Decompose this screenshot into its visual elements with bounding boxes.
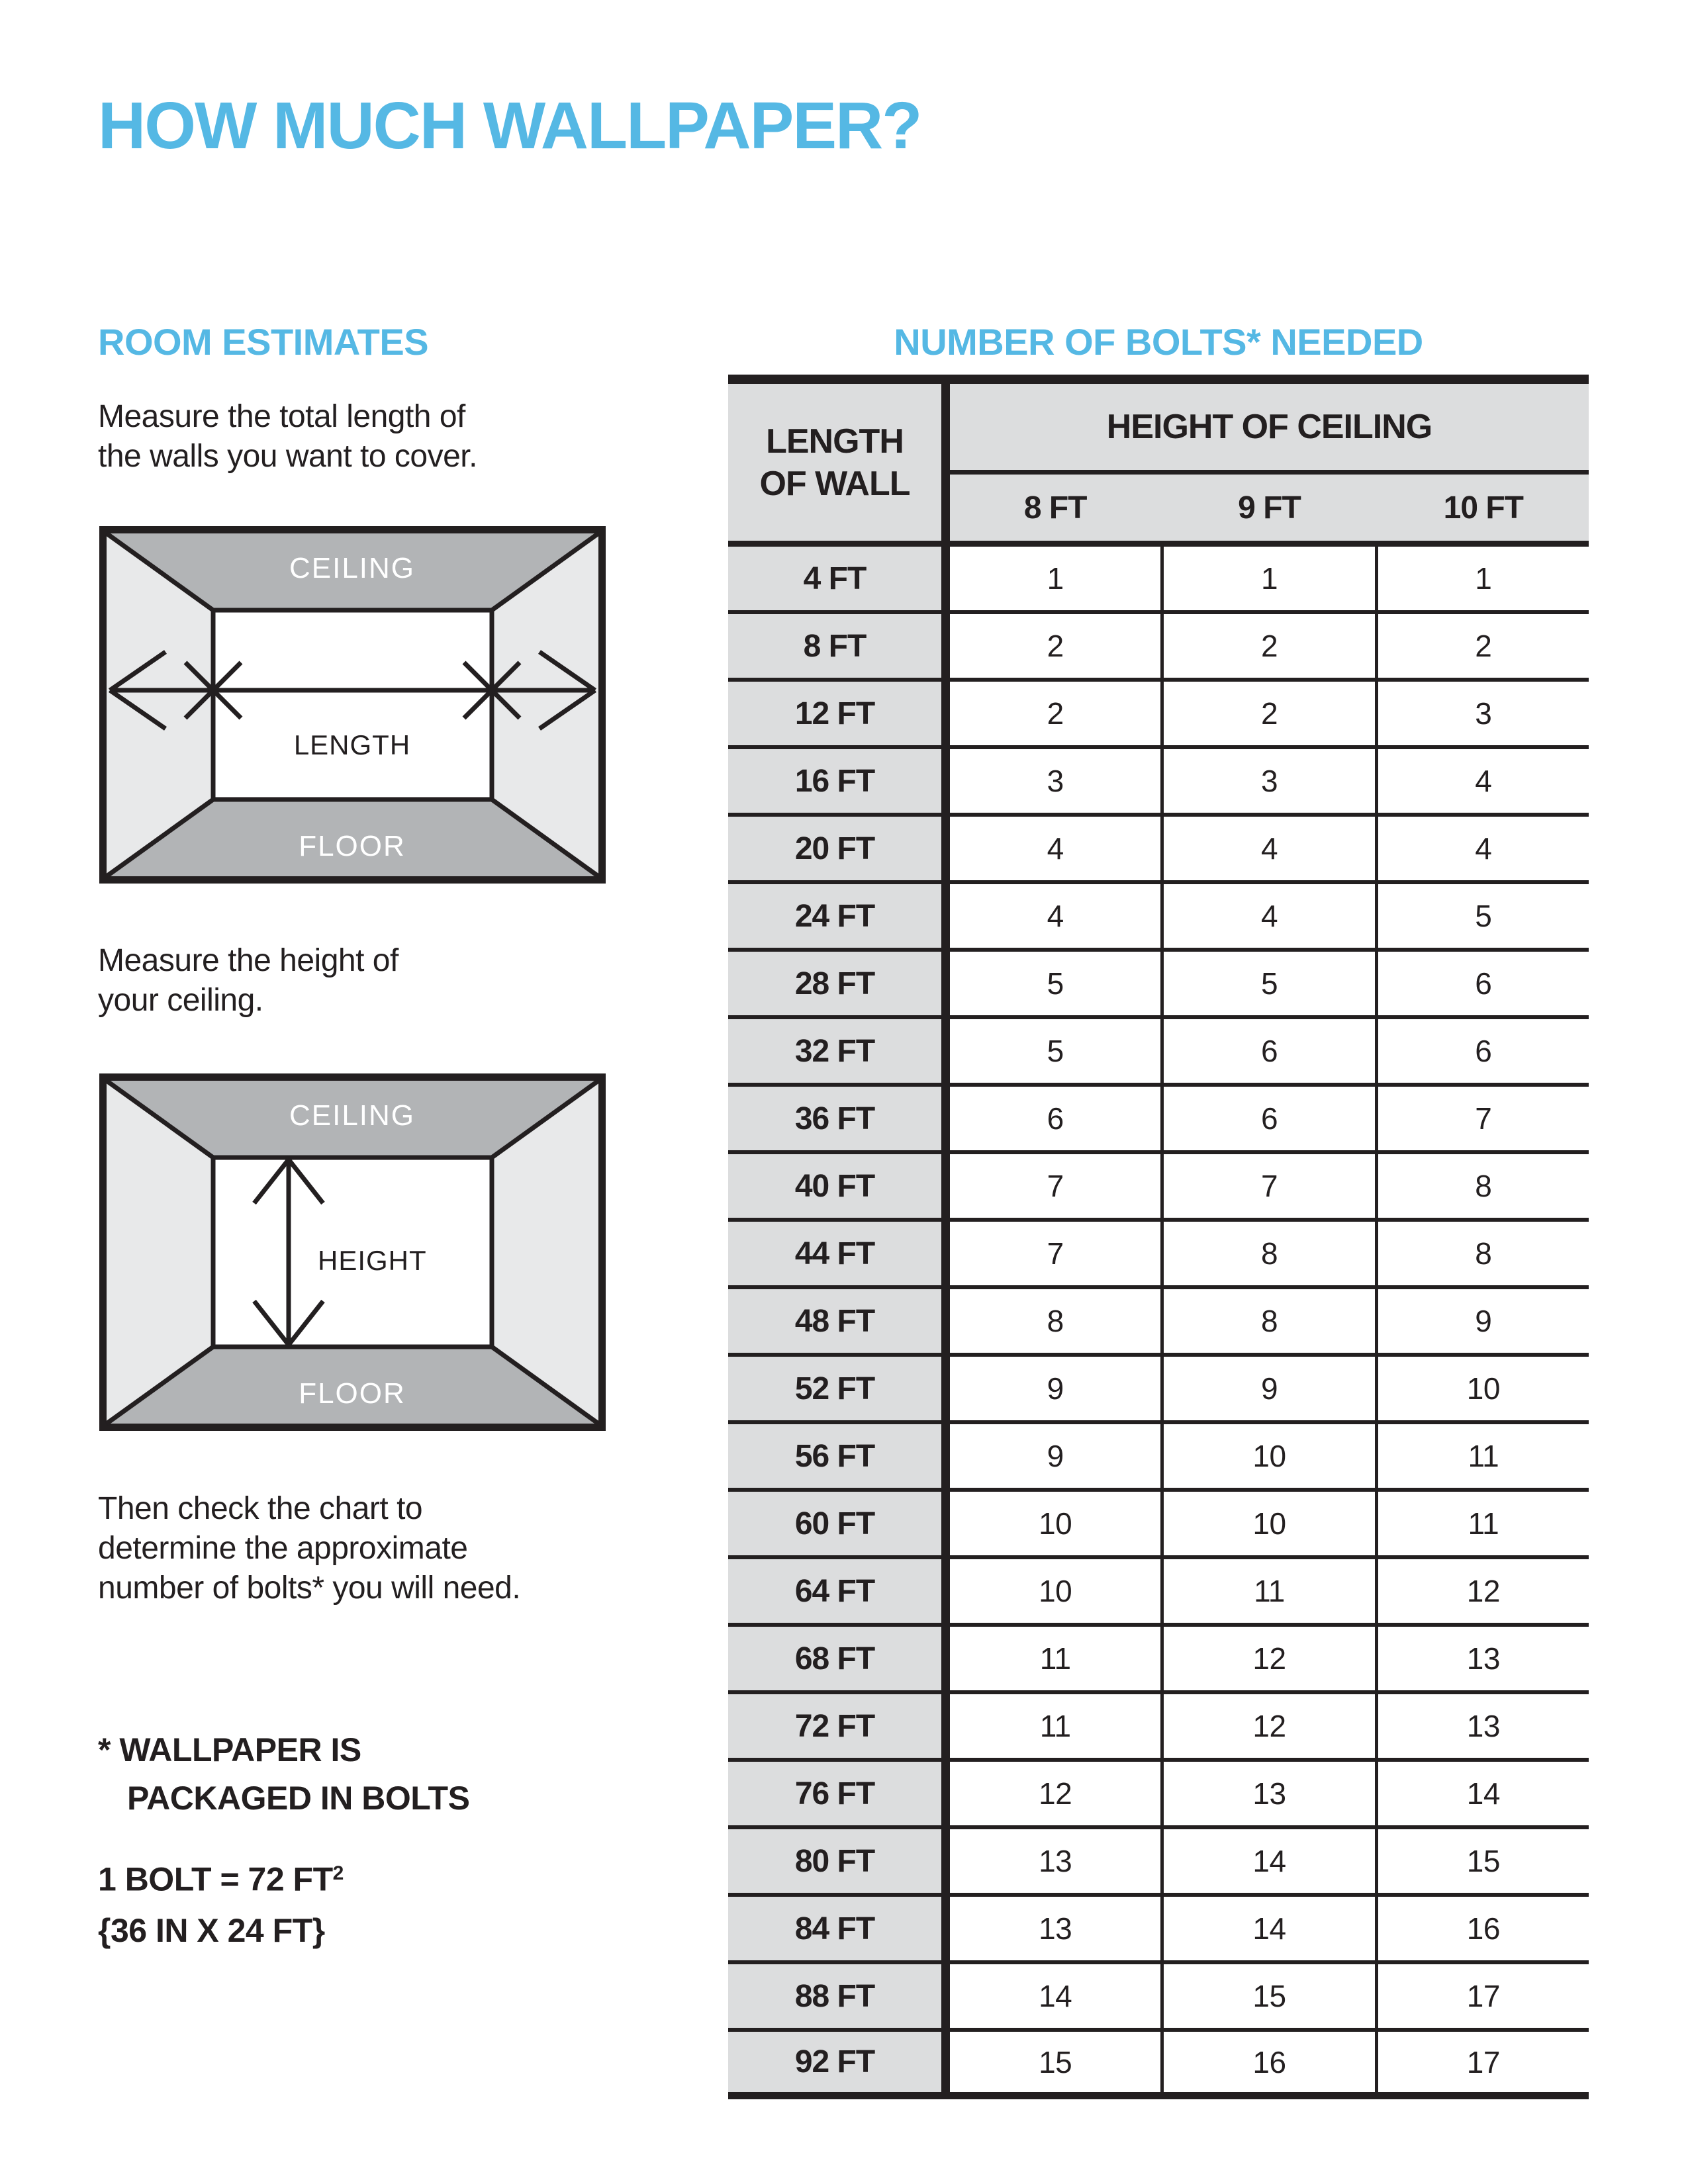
cell-10ft: 9 — [1375, 1289, 1589, 1353]
row-label: 24 FT — [728, 884, 950, 948]
cell-8ft: 9 — [950, 1357, 1160, 1420]
table-row — [728, 1222, 1589, 1289]
cell-10ft: 13 — [1375, 1627, 1589, 1690]
cell-9ft: 12 — [1160, 1627, 1374, 1690]
cell-9ft: 15 — [1160, 1964, 1374, 2028]
bolts-table — [728, 375, 1589, 2099]
cell-10ft: 1 — [1375, 547, 1589, 610]
cell-8ft: 11 — [950, 1694, 1160, 1758]
col-header-10ft: 10 FT — [1443, 490, 1523, 525]
table-row — [728, 1762, 1589, 1829]
cell-9ft: 6 — [1160, 1019, 1374, 1083]
row-label: 4 FT — [728, 547, 950, 610]
floor-label: FLOOR — [299, 830, 406, 862]
table-row — [728, 1694, 1589, 1762]
cell-9ft: 9 — [1160, 1357, 1374, 1420]
row-label: 48 FT — [728, 1289, 950, 1353]
table-row — [728, 2032, 1589, 2099]
cell-8ft: 4 — [950, 817, 1160, 880]
ceiling-height-headers — [950, 384, 1589, 541]
row-label: 56 FT — [728, 1424, 950, 1488]
instruction-line: your ceiling. — [98, 983, 263, 1018]
table-row — [728, 1357, 1589, 1424]
instruction-line: determine the approximate — [98, 1531, 468, 1566]
cell-9ft: 1 — [1160, 547, 1374, 610]
back-wall — [213, 610, 492, 799]
instruction-measure-height — [98, 941, 399, 1021]
cell-10ft: 14 — [1375, 1762, 1589, 1825]
table-row — [728, 884, 1589, 952]
cell-8ft: 14 — [950, 1964, 1160, 2028]
instruction-line: Measure the height of — [98, 943, 399, 978]
length-of-wall-header: LENGTH OF WALL — [728, 384, 950, 541]
instruction-line: the walls you want to cover. — [98, 439, 477, 474]
row-label: 32 FT — [728, 1019, 950, 1083]
cell-8ft: 4 — [950, 884, 1160, 948]
instruction-check-chart — [98, 1489, 520, 1608]
height-label: HEIGHT — [318, 1245, 427, 1276]
instruction-line: Measure the total length of — [98, 399, 465, 434]
cell-10ft: 11 — [1375, 1424, 1589, 1488]
row-label: 12 FT — [728, 682, 950, 745]
cell-9ft: 12 — [1160, 1694, 1374, 1758]
room-length-diagram — [99, 526, 606, 884]
table-row — [728, 1897, 1589, 1964]
cell-10ft: 13 — [1375, 1694, 1589, 1758]
cell-9ft: 8 — [1160, 1289, 1374, 1353]
cell-9ft: 13 — [1160, 1762, 1374, 1825]
row-label: 68 FT — [728, 1627, 950, 1690]
table-row — [728, 682, 1589, 749]
height-of-ceiling-header: HEIGHT OF CEILING — [950, 384, 1589, 475]
cell-8ft: 15 — [950, 2032, 1160, 2092]
cell-9ft: 8 — [1160, 1222, 1374, 1285]
cell-10ft: 17 — [1375, 1964, 1589, 2028]
length-label: LENGTH — [293, 729, 411, 760]
cell-9ft: 3 — [1160, 749, 1374, 813]
row-label: 60 FT — [728, 1492, 950, 1555]
table-row — [728, 1087, 1589, 1154]
col-header-8ft: 8 FT — [1023, 490, 1087, 525]
cell-9ft: 11 — [1160, 1559, 1374, 1623]
cell-9ft: 4 — [1160, 884, 1374, 948]
table-row — [728, 1154, 1589, 1222]
table-row — [728, 817, 1589, 884]
cell-8ft: 7 — [950, 1154, 1160, 1218]
floor-label: FLOOR — [299, 1377, 406, 1410]
bolt-footnote — [98, 1726, 469, 1823]
room-estimates-heading: ROOM ESTIMATES — [98, 321, 429, 363]
table-row — [728, 614, 1589, 682]
table-row — [728, 1627, 1589, 1694]
cell-10ft: 10 — [1375, 1357, 1589, 1420]
page-title: HOW MUCH WALLPAPER? — [98, 89, 921, 163]
cell-8ft: 2 — [950, 682, 1160, 745]
ceiling-label: CEILING — [289, 552, 416, 584]
col-header-9ft: 9 FT — [1238, 490, 1301, 525]
instruction-measure-length — [98, 397, 477, 477]
ceiling-subheaders — [950, 475, 1589, 541]
cell-9ft: 10 — [1160, 1492, 1374, 1555]
bolt-spec — [98, 1848, 344, 1956]
cell-9ft: 2 — [1160, 614, 1374, 678]
cell-8ft: 2 — [950, 614, 1160, 678]
instruction-line: Then check the chart to — [98, 1491, 423, 1526]
cell-10ft: 15 — [1375, 1829, 1589, 1893]
row-label: 40 FT — [728, 1154, 950, 1218]
table-top-bar — [728, 375, 1589, 384]
bolt-equation: 1 BOLT = 72 $FT^2$ — [98, 1860, 344, 1898]
asterisk: * — [98, 1731, 111, 1768]
cell-10ft: 4 — [1375, 817, 1589, 880]
cell-8ft: 3 — [950, 749, 1160, 813]
cell-8ft: 9 — [950, 1424, 1160, 1488]
footnote-line: PACKAGED IN BOLTS — [127, 1780, 470, 1817]
row-label: 16 FT — [728, 749, 950, 813]
instruction-line: number of bolts* you will need. — [98, 1570, 521, 1606]
cell-8ft: 1 — [950, 547, 1160, 610]
cell-8ft: 7 — [950, 1222, 1160, 1285]
table-row — [728, 1019, 1589, 1087]
table-row — [728, 547, 1589, 614]
ceiling-label: CEILING — [289, 1099, 416, 1132]
cell-8ft: 10 — [950, 1559, 1160, 1623]
cell-9ft: 5 — [1160, 952, 1374, 1015]
cell-9ft: 10 — [1160, 1424, 1374, 1488]
cell-8ft: 12 — [950, 1762, 1160, 1825]
cell-10ft: 8 — [1375, 1222, 1589, 1285]
row-label: 88 FT — [728, 1964, 950, 2028]
cell-10ft: 7 — [1375, 1087, 1589, 1150]
table-row — [728, 1424, 1589, 1492]
row-label: 8 FT — [728, 614, 950, 678]
table-header — [728, 384, 1589, 547]
cell-10ft: 12 — [1375, 1559, 1589, 1623]
table-row — [728, 952, 1589, 1019]
cell-10ft: 4 — [1375, 749, 1589, 813]
row-label: 72 FT — [728, 1694, 950, 1758]
cell-10ft: 2 — [1375, 614, 1589, 678]
row-label: 20 FT — [728, 817, 950, 880]
cell-10ft: 5 — [1375, 884, 1589, 948]
cell-9ft: 6 — [1160, 1087, 1374, 1150]
cell-9ft: 14 — [1160, 1897, 1374, 1960]
row-label: 28 FT — [728, 952, 950, 1015]
table-row — [728, 749, 1589, 817]
cell-9ft: 7 — [1160, 1154, 1374, 1218]
cell-8ft: 6 — [950, 1087, 1160, 1150]
row-label: 36 FT — [728, 1087, 950, 1150]
row-label: 64 FT — [728, 1559, 950, 1623]
table-row — [728, 1492, 1589, 1559]
cell-8ft: 11 — [950, 1627, 1160, 1690]
table-row — [728, 1559, 1589, 1627]
cell-8ft: 5 — [950, 952, 1160, 1015]
cell-10ft: 8 — [1375, 1154, 1589, 1218]
row-label: 84 FT — [728, 1897, 950, 1960]
table-body — [728, 547, 1589, 2099]
cell-9ft: 16 — [1160, 2032, 1374, 2092]
cell-10ft: 3 — [1375, 682, 1589, 745]
cell-9ft: 14 — [1160, 1829, 1374, 1893]
row-label: 92 FT — [728, 2032, 950, 2092]
table-row — [728, 1289, 1589, 1357]
row-label: 76 FT — [728, 1762, 950, 1825]
cell-8ft: 10 — [950, 1492, 1160, 1555]
cell-8ft: 5 — [950, 1019, 1160, 1083]
cell-9ft: 4 — [1160, 817, 1374, 880]
cell-10ft: 6 — [1375, 952, 1589, 1015]
bolts-needed-heading: NUMBER OF BOLTS* NEEDED — [894, 321, 1423, 363]
superscript-2: 2 — [332, 1862, 344, 1884]
room-height-diagram — [99, 1073, 606, 1431]
table-row — [728, 1829, 1589, 1897]
cell-10ft: 11 — [1375, 1492, 1589, 1555]
bolt-dimensions: {36 IN X 24 FT} — [98, 1911, 325, 1949]
cell-8ft: 8 — [950, 1289, 1160, 1353]
row-label: 44 FT — [728, 1222, 950, 1285]
cell-10ft: 16 — [1375, 1897, 1589, 1960]
row-label: 80 FT — [728, 1829, 950, 1893]
cell-8ft: 13 — [950, 1829, 1160, 1893]
cell-10ft: 6 — [1375, 1019, 1589, 1083]
footnote-line: * WALLPAPER IS — [98, 1731, 361, 1768]
cell-10ft: 17 — [1375, 2032, 1589, 2092]
cell-8ft: 13 — [950, 1897, 1160, 1960]
cell-9ft: 2 — [1160, 682, 1374, 745]
table-row — [728, 1964, 1589, 2032]
row-label: 52 FT — [728, 1357, 950, 1420]
